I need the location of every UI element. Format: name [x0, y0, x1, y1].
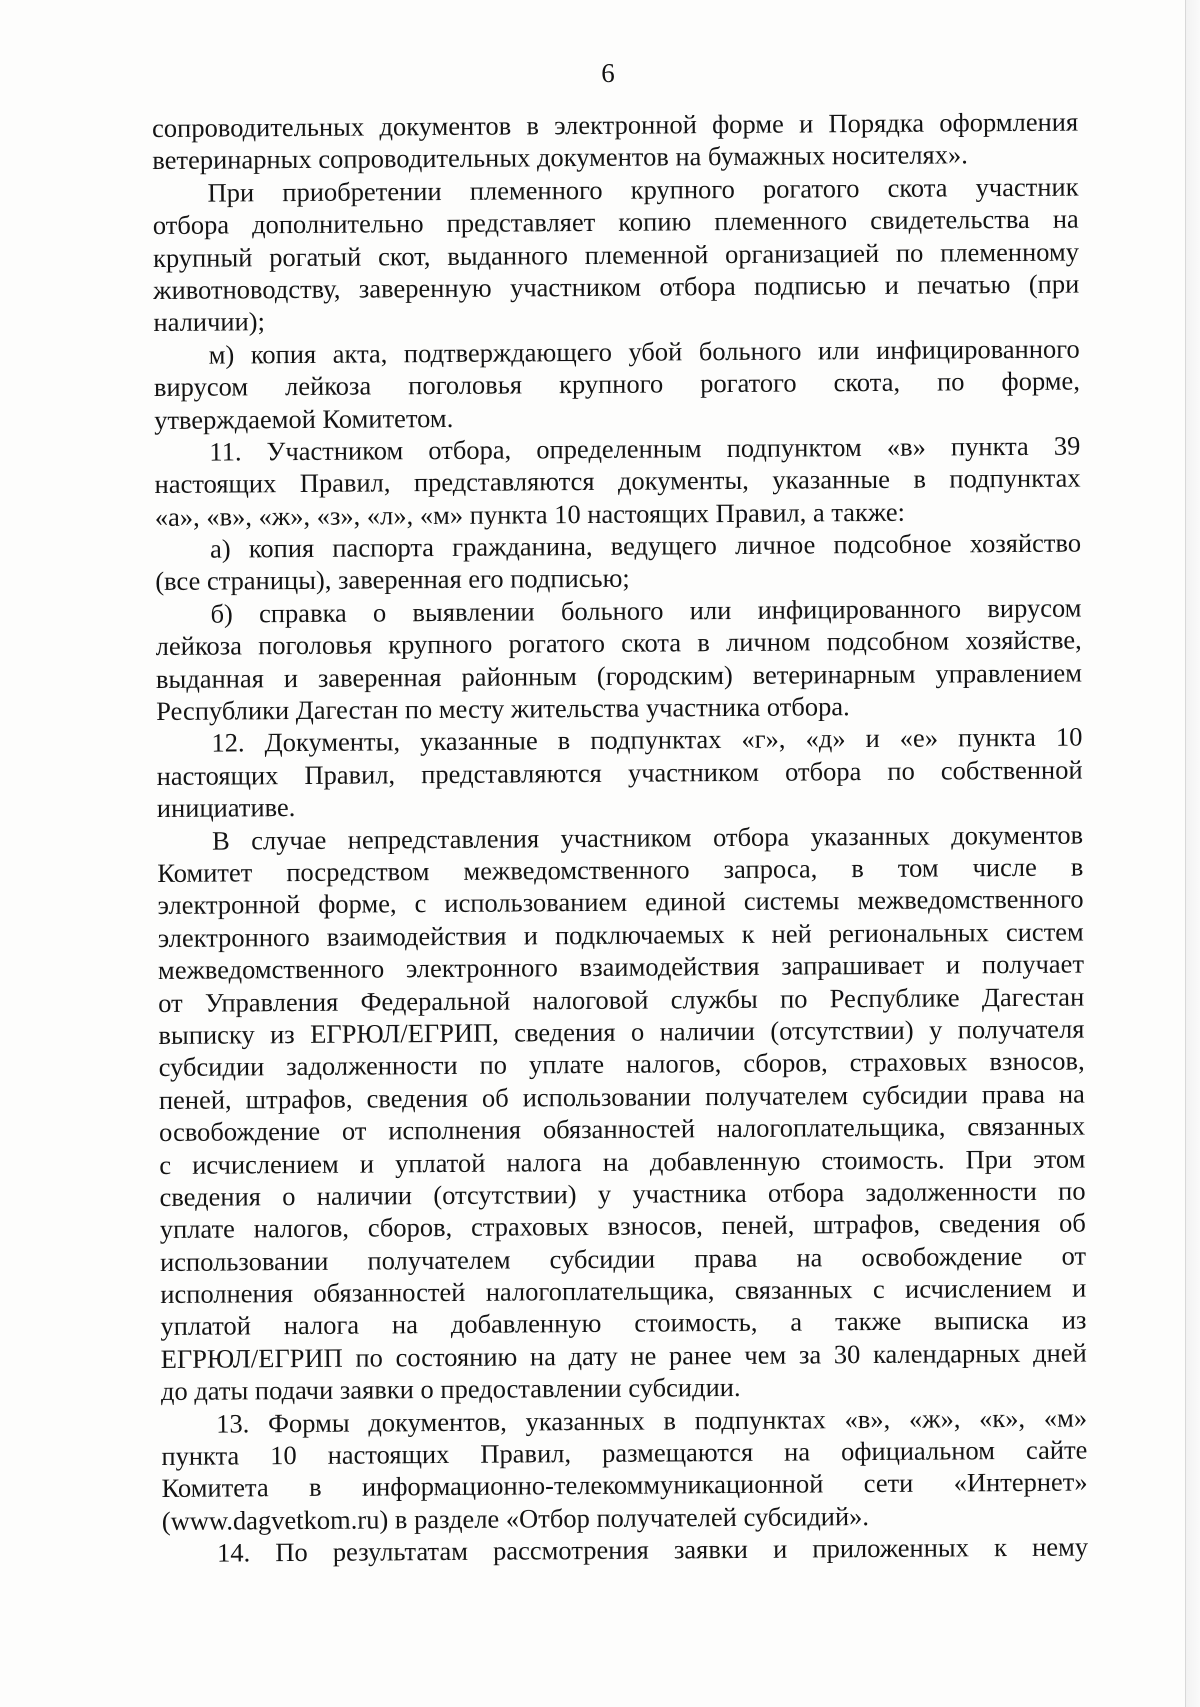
text-line: настоящих Правил, представляются документы, указанные в подпунктах: [154, 462, 1081, 500]
text-line: электронного взаимодействия и подключаемых к ней региональных систем: [157, 916, 1084, 953]
body-text: [152, 106, 1088, 1570]
text-line: исполнения обязанностей налогоплательщика, связанных с исчислением и: [160, 1272, 1087, 1310]
text-line: выписку из ЕГРЮЛ/ЕГРИП, сведения о наличии (отсутствии) у получателя: [158, 1013, 1085, 1050]
text-line: отбора дополнительно представляет копию племенного свидетельства на: [152, 203, 1079, 241]
scan-edge: [1185, 0, 1200, 1707]
text-line: животноводству, заверенную участником отбора подписью и печатью (при: [153, 268, 1080, 305]
text-line: Комитета в информационно-телекоммуникационной сети «Интернет»: [161, 1466, 1088, 1504]
text-line: вирусом лейкоза поголовья крупного рогатого скота, по форме,: [153, 365, 1081, 403]
text-line: уплатой налога на добавленную стоимость, а также выписка из: [160, 1304, 1087, 1342]
text-line: При приобретении племенного крупного рогатого скота участник: [207, 171, 1079, 208]
text-line: выданная и заверенная районным (городским) ветеринарным управлением: [155, 657, 1083, 694]
text-line: Комитет посредством межведомственного запроса, в том числе в: [157, 851, 1084, 888]
text-line: пеней, штрафов, сведения об использовании получателем субсидии права на: [158, 1078, 1085, 1115]
text-line: электронной форме, с использованием единой системы межведомственного: [157, 883, 1084, 921]
text-line: с исчислением и уплатой налога на добавленную стоимость. При этом: [159, 1143, 1086, 1180]
text-line: (все страницы), заверенная его подписью;: [155, 563, 630, 597]
text-line: сведения о наличии (отсутствии) у участника отбора задолженности по: [159, 1175, 1086, 1212]
text-line: ветеринарных сопроводительных документов на бумажных носителях».: [152, 139, 968, 176]
text-line: 12. Документы, указанные в подпунктах «г», «д» и «е» пункта 10: [211, 721, 1083, 759]
text-line: (www.dagvetkom.ru) в разделе «Отбор получателей субсидий».: [161, 1500, 870, 1536]
text-line: ЕГРЮЛ/ЕГРИП по состоянию на дату не ранее чем за 30 календарных дней: [160, 1337, 1087, 1374]
text-line: утверждаемой Комитетом.: [154, 402, 454, 435]
text-line: Республики Дагестан по месту жительства участника отбора.: [156, 691, 850, 727]
text-line: пункта 10 настоящих Правил, размещаются на официальном сайте: [161, 1434, 1088, 1471]
text-line: б) справка о выявлении больного или инфицированного вирусом: [210, 592, 1082, 629]
text-line: от Управления Федеральной налоговой службы по Республике Дагестан: [158, 981, 1085, 1018]
text-line: использовании получателем субсидии права на освобождение от: [159, 1240, 1087, 1277]
text-line: освобождение от исполнения обязанностей налогоплательщика, связанных: [159, 1110, 1086, 1148]
text-line: м) копия акта, подтверждающего убой больного или инфицированного: [208, 333, 1080, 370]
text-line: сопроводительных документов в электронной форме и Порядка оформления: [152, 106, 1079, 143]
text-line: настоящих Правил, представляются участником отбора по собственной: [156, 754, 1083, 791]
text-line: уплате налогов, сборов, страховых взносов, пеней, штрафов, сведения об: [159, 1207, 1086, 1245]
text-line: инициативе.: [156, 792, 296, 824]
text-line: В случае непредставления участником отбора указанных документов: [211, 819, 1084, 856]
text-line: лейкоза поголовья крупного рогатого скота в личном подсобном хозяйстве,: [155, 624, 1082, 662]
text-line: крупный рогатый скот, выданного племенной организацией по племенному: [152, 236, 1080, 273]
text-line: субсидии задолженности по уплате налогов, сборов, страховых взносов,: [158, 1045, 1085, 1083]
page-number: 6: [601, 58, 615, 88]
text-line: наличии);: [153, 306, 266, 338]
text-line: 11. Участником отбора, определенным подпунктом «в» пункта 39: [209, 430, 1081, 467]
text-line: 14. По результатам рассмотрения заявки и приложенных к нему: [216, 1531, 1089, 1568]
text-line: «а», «в», «ж», «з», «л», «м» пункта 10 настоящих Правил, а также:: [154, 496, 906, 532]
text-line: межведомственного электронного взаимодействия запрашивает и получает: [157, 948, 1085, 986]
text-line: до даты подачи заявки о предоставлении субсидии.: [160, 1372, 741, 1407]
text-line: а) копия паспорта гражданина, ведущего личное подсобное хозяйство: [209, 527, 1082, 564]
text-line: 13. Формы документов, указанных в подпунктах «в», «ж», «к», «м»: [216, 1402, 1088, 1439]
